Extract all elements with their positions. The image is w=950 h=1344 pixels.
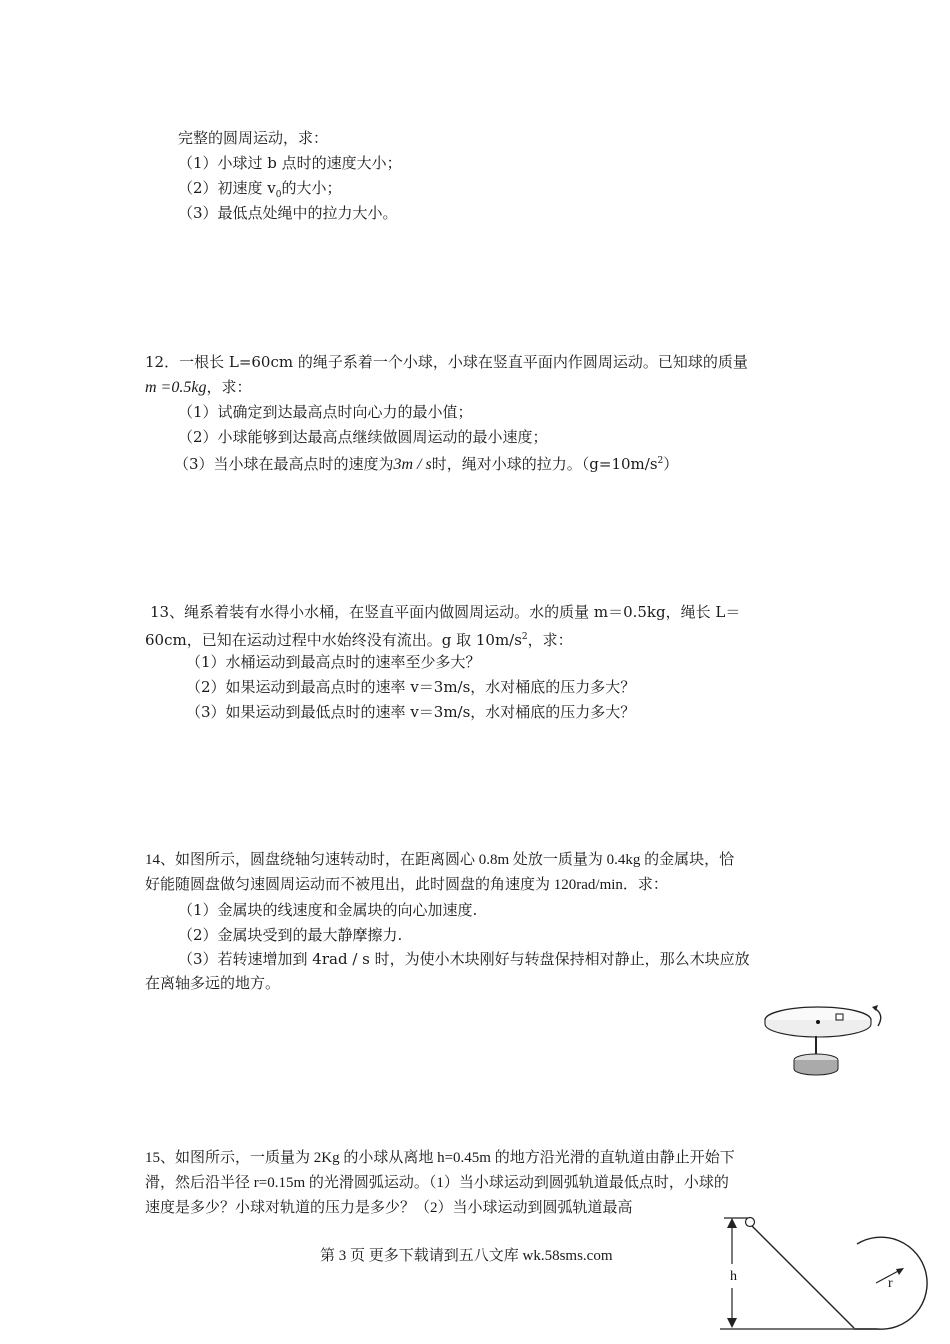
turntable-base: [794, 1060, 838, 1075]
q12-line2: m =0.5kg，求：: [145, 378, 252, 396]
h-arrow-up: [727, 1218, 737, 1228]
label-h: h: [730, 1269, 737, 1284]
q15-line3: 速度是多少？小球对轨道的压力是多少？（2）当小球运动到圆弧轨道最高: [145, 1200, 633, 1216]
q13-line1: 13、绳系着装有水得小水桶，在竖直平面内做圆周运动。水的质量 m＝0.5kg，绳长 L＝: [150, 603, 741, 621]
q12-part2: （2）小球能够到达最高点继续做圆周运动的最小速度；: [178, 428, 548, 446]
incline-track: [752, 1226, 854, 1328]
q15-line2: 滑，然后沿半径 r=0.15m 的光滑圆弧运动。（1）当小球运动到圆弧轨道最低点时，小球的: [145, 1175, 729, 1191]
track-figure: [712, 1214, 942, 1338]
metal-block: [836, 1014, 843, 1020]
q15-line1: 15、如图所示，一质量为 2Kg 的小球从离地 h=0.45m 的地方沿光滑的直轨道由静止开始下: [145, 1150, 735, 1166]
rotation-arrow: [874, 1008, 881, 1026]
q13-part1: （1）水桶运动到最高点时的速率至少多大？: [186, 653, 481, 671]
q11-part1: （1）小球过 b 点时的速度大小；: [178, 154, 402, 172]
q11-continuation: 完整的圆周运动，求：: [178, 129, 329, 147]
q11-part3: （3）最低点处绳中的拉力大小。: [178, 204, 398, 222]
disc-center-dot: [816, 1020, 820, 1024]
label-r: r: [888, 1276, 893, 1291]
q14-line1: 14、如图所示，圆盘绕轴匀速转动时，在距离圆心 0.8m 处放一质量为 0.4kg 的金属块，恰: [145, 852, 735, 868]
q14-part3: （3）若转速增加到 4rad / s 时，为使小木块刚好与转盘保持相对静止，那么木块应放: [178, 950, 750, 968]
q13-part2: （2）如果运动到最高点时的速率 v＝3m/s，水对桶底的压力多大？: [186, 678, 636, 696]
q14-line2: 好能随圆盘做匀速圆周运动而不被甩出，此时圆盘的角速度为 120rad/min．求：: [145, 877, 668, 893]
page-footer: 第 3 页 更多下载请到五八文库 wk.58sms.com: [320, 1248, 613, 1264]
ball: [746, 1218, 755, 1227]
q12-part1: （1）试确定到达最高点时向心力的最小值；: [178, 403, 473, 421]
q12-line1: 12．一根长 L=60cm 的绳子系着一个小球，小球在竖直平面内作圆周运动。已知球的质量: [145, 353, 748, 371]
q13-part3: （3）如果运动到最低点时的速率 v＝3m/s，水对桶底的压力多大？: [186, 703, 636, 721]
turntable-figure: [760, 996, 890, 1082]
q11-part2: （2）初速度 $v_0$的大小；: [178, 179, 342, 200]
q14-part1: （1）金属块的线速度和金属块的向心加速度.: [178, 901, 478, 919]
h-arrow-down: [727, 1318, 737, 1328]
q14-part3-cont: 在离轴多远的地方。: [145, 974, 281, 992]
q13-line2: 60cm，已知在运动过程中水始终没有流出。g 取 $10m/s^2$，求：: [145, 631, 573, 649]
q12-part3: （3）当小球在最高点时的速度为3m / s时，绳对小球的拉力。$(g=10m/s^2)$: [174, 455, 679, 473]
q14-part2: （2）金属块受到的最大静摩擦力.: [178, 926, 403, 944]
